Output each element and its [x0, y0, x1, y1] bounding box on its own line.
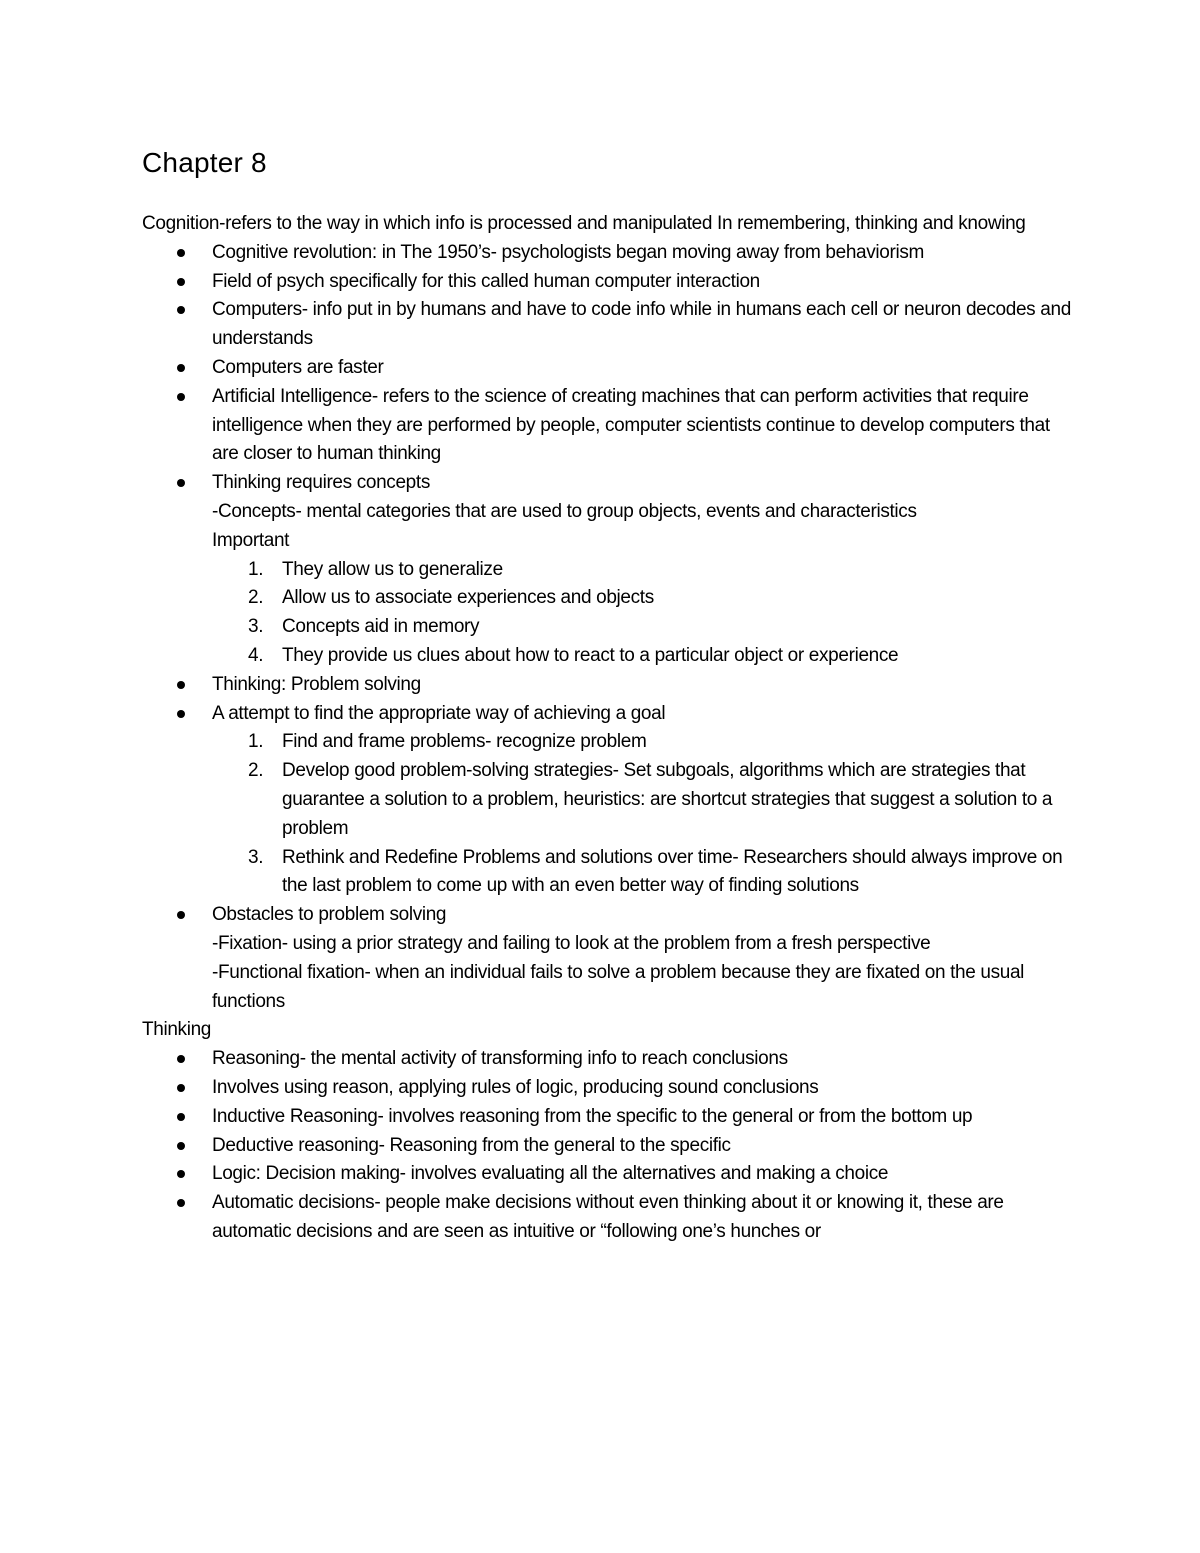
bullet-icon: [177, 306, 185, 314]
section-heading-thinking: Thinking: [142, 1019, 212, 1041]
page-title: Chapter 8: [142, 147, 267, 178]
list-item: [212, 239, 1072, 268]
concepts-definition: -Concepts- mental categories that are used to group objects, events and characteristics: [212, 500, 917, 522]
bullet-icon: [177, 1199, 185, 1207]
list-item-text: Thinking requires concepts: [212, 472, 430, 494]
document-body: [142, 210, 1072, 1247]
list-item-text: Reasoning- the mental activity of transforming info to reach conclusions: [212, 1048, 788, 1070]
list-item: [212, 469, 1072, 671]
numbered-item: 1. They allow us to generalize: [248, 558, 503, 580]
list-item: [212, 1132, 1072, 1161]
bullet-list-thinking: [142, 1045, 1072, 1247]
list-item: [212, 700, 1072, 902]
numbered-item-text: They provide us clues about how to react to a particular object or experience: [282, 644, 899, 666]
numbered-item-text: Rethink and Redefine Problems and solutions over time- Researchers should always improve on the last problem to come up with an even better way of finding solutions: [282, 846, 1063, 897]
list-item-text: Obstacles to problem solving: [212, 904, 447, 926]
list-item-text: Computers are faster: [212, 356, 384, 378]
bullet-icon: [177, 364, 185, 372]
numbered-item-text: Allow us to associate experiences and objects: [282, 587, 654, 609]
numbered-item-text: Concepts aid in memory: [282, 616, 480, 638]
list-item-text: A attempt to find the appropriate way of achieving a goal: [212, 702, 666, 724]
bullet-icon: [177, 278, 185, 286]
list-item-text: Deductive reasoning- Reasoning from the general to the specific: [212, 1134, 731, 1156]
list-item-text: Thinking: Problem solving: [212, 673, 421, 695]
numbered-item: 2. Allow us to associate experiences and objects: [248, 587, 654, 609]
intro-paragraph: Cognition-refers to the way in which info is processed and manipulated In remembering, thinking and knowing: [142, 213, 1026, 234]
list-item-text: Field of psych specifically for this called human computer interaction: [212, 270, 760, 292]
numbered-item-text: Find and frame problems- recognize problem: [282, 731, 647, 753]
numbered-list-concepts: [212, 556, 1072, 671]
list-item: [212, 1045, 1072, 1074]
numbered-item: 3. Rethink and Redefine Problems and solutions over time- Researchers should always improve on the last problem to come up with an even better way of finding solutions: [248, 846, 1063, 897]
bullet-icon: [177, 1170, 185, 1178]
numbered-item-text: Develop good problem-solving strategies- Set subgoals, algorithms which are strategies that guarantee a solution to a problem, heuristics: are shortcut strategies that suggest a solution to a problem: [282, 760, 1053, 839]
bullet-list-cognition: [142, 239, 1072, 1017]
bullet-icon: [177, 1055, 185, 1063]
bullet-icon: [177, 681, 185, 689]
bullet-icon: [177, 1142, 185, 1150]
numbered-item-text: They allow us to generalize: [282, 558, 503, 580]
functional-fixation-definition: -Functional fixation- when an individual fails to solve a problem because they are fixated on the usual functions: [212, 961, 1025, 1012]
bullet-icon: [177, 1113, 185, 1121]
list-item-text: Involves using reason, applying rules of logic, producing sound conclusions: [212, 1076, 819, 1098]
list-item-text: Computers- info put in by humans and have to code info while in humans each cell or neuron decodes and understands: [212, 299, 1071, 350]
list-item: [212, 671, 1072, 700]
list-item-text: Cognitive revolution: in The 1950’s- psychologists began moving away from behaviorism: [212, 241, 924, 263]
list-item-text: Inductive Reasoning- involves reasoning from the specific to the general or from the bottom up: [212, 1105, 973, 1127]
bullet-icon: [177, 249, 185, 257]
list-item: [212, 268, 1072, 297]
list-item: [212, 1074, 1072, 1103]
list-item: [212, 1189, 1072, 1247]
list-item: [212, 1103, 1072, 1132]
list-item: [212, 1160, 1072, 1189]
bullet-icon: [177, 1084, 185, 1092]
bullet-icon: [177, 479, 185, 487]
list-item: [212, 296, 1072, 354]
numbered-item: 2. Develop good problem-solving strategies- Set subgoals, algorithms which are strategies that guarantee a solution to a problem, heuristics: are shortcut strategies that suggest a solution to a problem: [248, 760, 1053, 839]
numbered-item: 4. They provide us clues about how to react to a particular object or experience: [248, 644, 899, 666]
list-item: [212, 901, 1072, 1016]
list-item: [212, 383, 1072, 469]
numbered-list-problem-solving: [212, 728, 1072, 901]
important-label: Important: [212, 529, 290, 551]
numbered-item: 1. Find and frame problems- recognize problem: [248, 731, 647, 753]
bullet-icon: [177, 393, 185, 401]
list-item-text: Artificial Intelligence- refers to the science of creating machines that can perform activities that require intelligence when they are performed by people, computer scientists continue to develop computers that are closer to human thinking: [212, 385, 1050, 465]
numbered-item: 3. Concepts aid in memory: [248, 616, 480, 638]
bullet-icon: [177, 710, 185, 718]
list-item: [212, 354, 1072, 383]
list-item-text: Logic: Decision making- involves evaluating all the alternatives and making a choice: [212, 1163, 889, 1185]
bullet-icon: [177, 911, 185, 919]
fixation-definition: -Fixation- using a prior strategy and failing to look at the problem from a fresh perspective: [212, 932, 931, 954]
list-item-text: Automatic decisions- people make decisions without even thinking about it or knowing it, these are automatic decisions and are seen as intuitive or “following one’s hunches or: [212, 1192, 1004, 1242]
